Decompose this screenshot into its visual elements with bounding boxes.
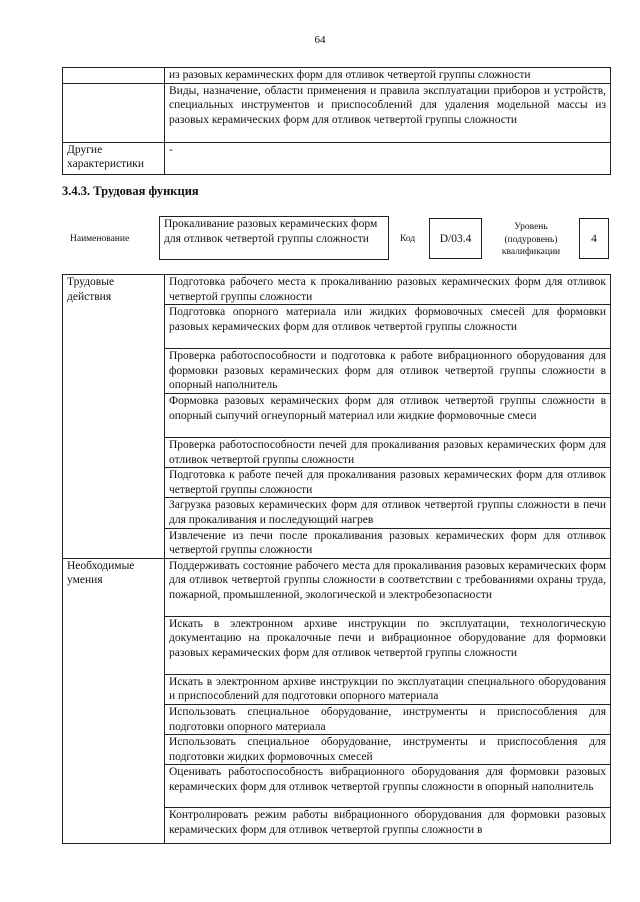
function-name-box: Прокаливание разовых керамических форм для отливок четвертой группы сложности [159, 216, 389, 260]
skills-label: Необходимые умения [63, 558, 165, 844]
skills-item: Использовать специальное оборудование, инструменты и приспособления для подготовки жидких формовочных смесей [165, 735, 611, 765]
labor-actions-item: Подготовка рабочего места к прокаливанию разовых керамических форм для отливок четвертой группы сложности [165, 275, 611, 305]
labor-actions-item: Проверка работоспособности и подготовка к работе вибрационного оборудования для формовки разовых керамических форм для отливок четвертой группы сложности в опорный наполнитель [165, 349, 611, 394]
skills-item: Использовать специальное оборудование, инструменты и приспособления для подготовки опорного материала [165, 704, 611, 734]
knowledge-item: из разовых керамических форм для отливок четвертой группы сложности [165, 68, 611, 84]
code-box: D/03.4 [429, 218, 482, 259]
skills-item: Искать в электронном архиве инструкции по эксплуатации специального оборудования и приспособлений для подготовки опорного материала [165, 674, 611, 704]
function-table [62, 274, 611, 844]
skills-item: Искать в электронном архиве инструкции по эксплуатации, технологическую документацию на прокалочные печи и вибрационное оборудование для формовки разовых керамических форм для отливок четвертой группы сложности [165, 616, 611, 674]
code-label: Код [400, 234, 416, 244]
empty-cell [63, 68, 165, 84]
labor-actions-item: Подготовка к работе печей для прокаливания разовых керамических форм для отливок четвертой группы сложности [165, 468, 611, 498]
labor-actions-item: Загрузка разовых керамических форм для отливок четвертой группы сложности в печи для прокаливания и последующий нагрев [165, 498, 611, 528]
qualification-level-label: Уровень (подуровень) квалификации [501, 222, 561, 257]
other-characteristics-value: - [165, 142, 611, 174]
labor-actions-item: Извлечение из печи после прокаливания разовых керамических форм для отливок четвертой группы сложности [165, 528, 611, 558]
top-continuation-table [62, 67, 611, 175]
labor-actions-item: Формовка разовых керамических форм для отливок четвертой группы сложности в опорный сыпучий огнеупорный материал или жидкие формовочные смеси [165, 393, 611, 437]
labor-actions-label: Трудовые действия [63, 275, 165, 559]
labor-actions-item: Проверка работоспособности печей для прокаливания разовых керамических форм для отливок четвертой группы сложности [165, 437, 611, 467]
empty-cell [63, 83, 165, 142]
skills-item: Поддерживать состояние рабочего места для прокаливания разовых керамических форм для отливок четвертой группы сложности в соответствии с требованиями охраны труда, пожарной, промышленной, экологической и электробезопасности [165, 558, 611, 616]
skills-item: Контролировать режим работы вибрационного оборудования для формовки разовых керамических форм для отливок четвертой группы сложности в [165, 808, 611, 844]
other-characteristics-label: Другие характеристики [63, 142, 165, 174]
page-number: 64 [314, 34, 326, 46]
skills-item: Оценивать работоспособность вибрационного оборудования для формовки разовых керамических форм для отливок четвертой группы сложности в опорный наполнитель [165, 765, 611, 808]
name-label: Наименование [70, 234, 130, 244]
knowledge-item: Виды, назначение, области применения и правила эксплуатации приборов и устройств, специальных инструментов и приспособлений для удаления модельной массы из разовых керамических форм для отливок четвертой группы сложности [165, 83, 611, 142]
labor-actions-item: Подготовка опорного материала или жидких формовочных смесей для формовки разовых керамических форм для отливок четвертой группы сложности [165, 305, 611, 349]
qualification-level-box: 4 [579, 218, 609, 259]
section-title: 3.4.3. Трудовая функция [62, 184, 199, 198]
